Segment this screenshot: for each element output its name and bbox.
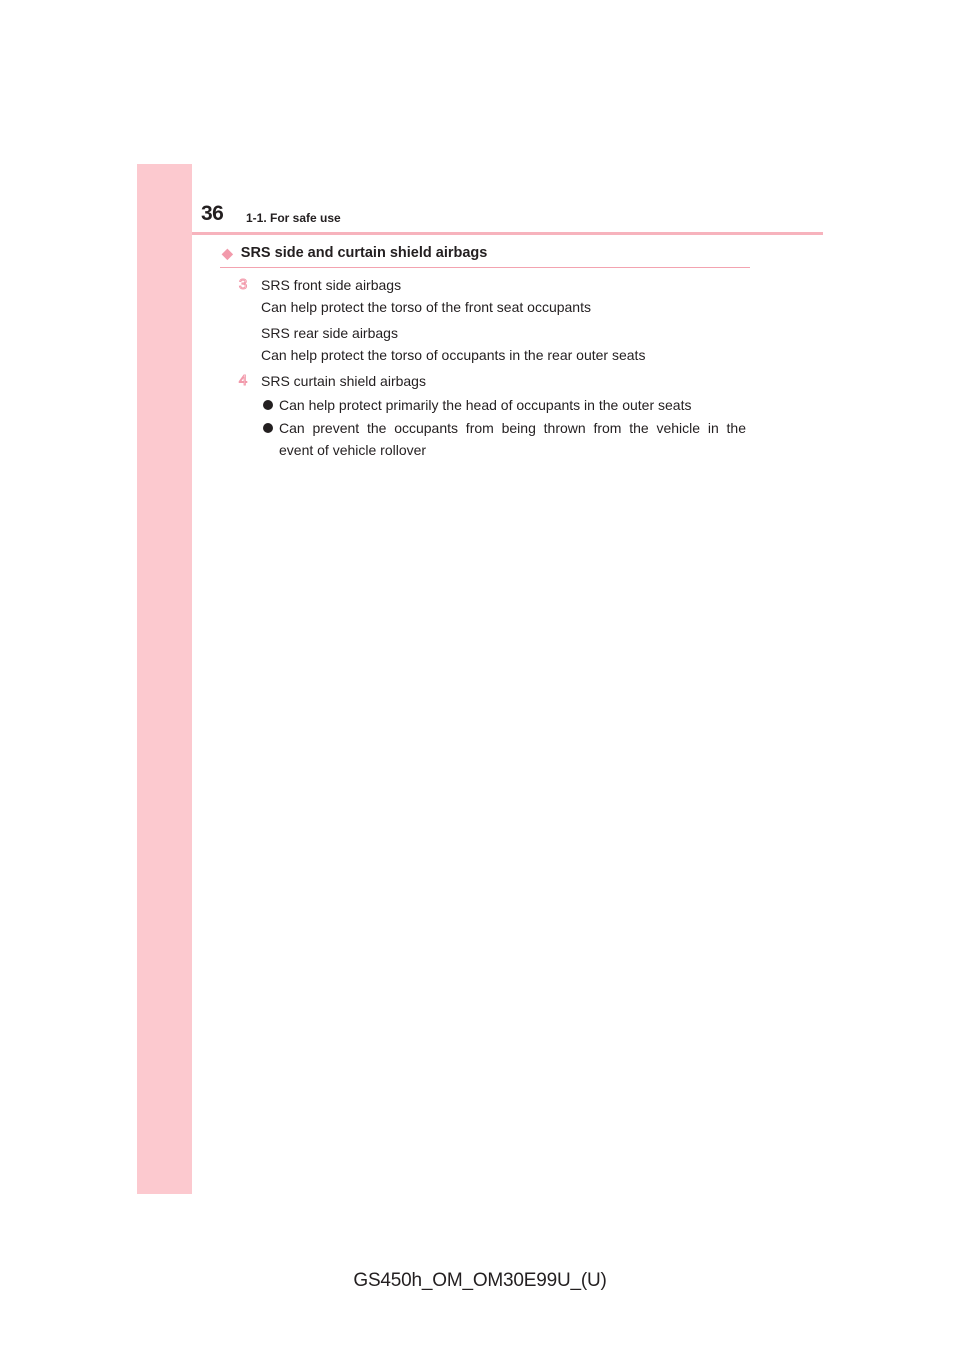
subsection-title: SRS side and curtain shield airbags <box>240 245 488 261</box>
subsection-rule <box>220 267 750 268</box>
section-title: 1-1. For safe use <box>246 211 341 225</box>
bullet-text: Can prevent the occupants from being thrown from the vehicle in the <box>279 420 746 436</box>
item-description: Can help protect the torso of occupants in the rear outer seats <box>261 347 646 363</box>
item-heading: SRS curtain shield airbags <box>261 373 426 389</box>
bullet-icon <box>263 400 273 410</box>
bullet-icon <box>263 423 273 433</box>
item-number-badge: 3 <box>238 276 248 293</box>
item-heading: SRS rear side airbags <box>261 325 398 341</box>
subsection-heading <box>222 243 487 263</box>
item-number-badge: 4 <box>238 372 248 389</box>
footer-doc-code: GS450h_OM_OM30E99U_(U) <box>353 1270 607 1291</box>
bullet-text-continued: event of vehicle rollover <box>279 442 427 458</box>
page-number: 36 <box>201 202 224 225</box>
diamond-icon: ◆ <box>222 245 233 261</box>
item-heading: SRS front side airbags <box>261 277 402 293</box>
side-color-band <box>137 164 192 1194</box>
bullet-text: Can help protect primarily the head of occupants in the outer seats <box>279 397 692 413</box>
header-rule <box>192 232 823 235</box>
item-description: Can help protect the torso of the front seat occupants <box>261 299 591 315</box>
